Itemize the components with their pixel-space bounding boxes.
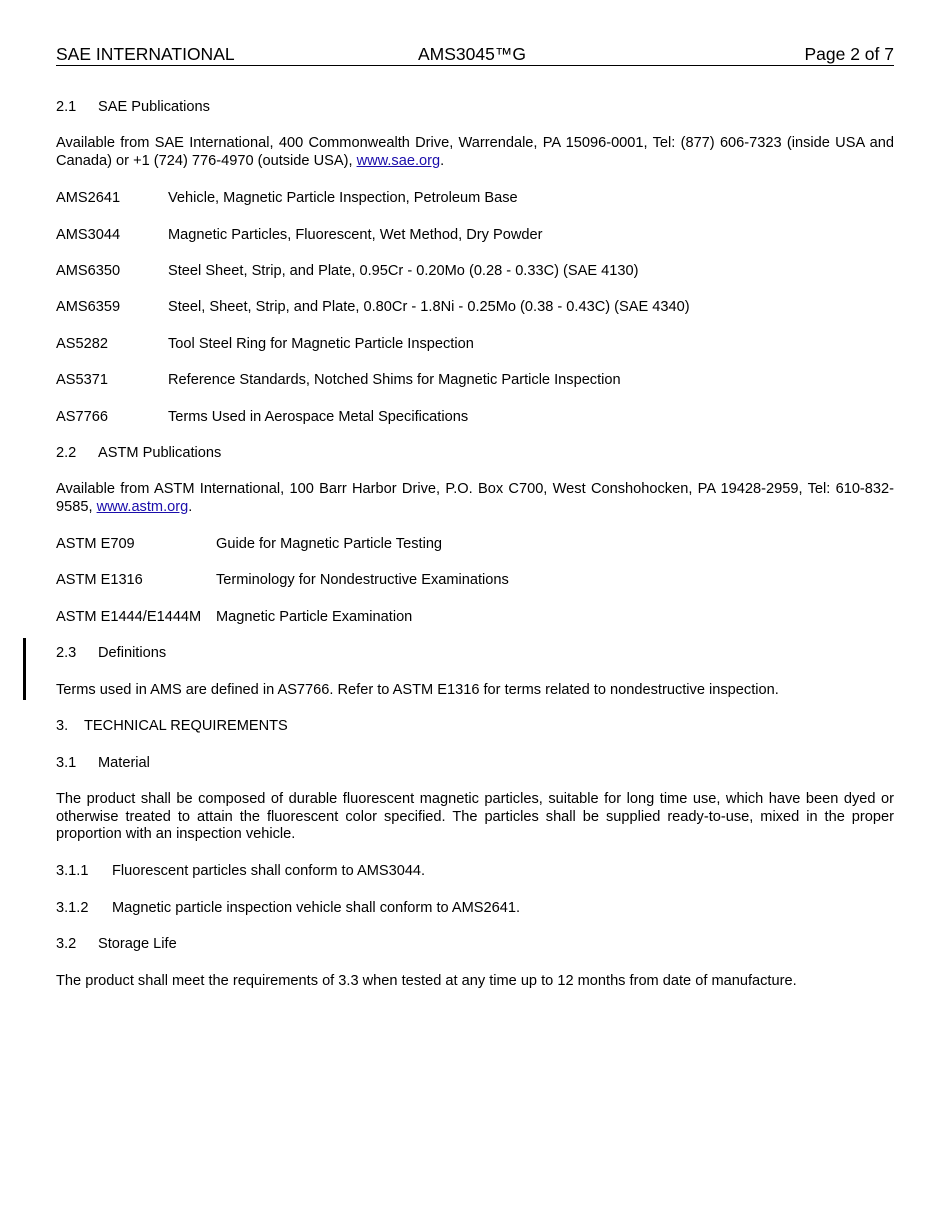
clause-3-1-1: 3.1.1 Fluorescent particles shall conform to AMS3044. bbox=[56, 863, 426, 879]
heading-3-2: 3.2 Storage Life bbox=[56, 936, 177, 952]
heading-3-1: 3.1 Material bbox=[56, 755, 150, 771]
storage-life-text: The product shall meet the requirements of 3.3 when tested at any time up to 12 months from date of manufacture. bbox=[56, 973, 797, 989]
clause-3-1-2: 3.1.2 Magnetic particle inspection vehicle shall conform to AMS2641. bbox=[56, 900, 521, 916]
material-text: The product shall be composed of durable fluorescent magnetic particles, suitable for long time use, which have been dyed or otherwise treated to attain the fluorescent color specified. The particles shall be supplied ready-to-use, mixed in the proper proportion with an inspection vehicle. bbox=[56, 791, 894, 842]
heading-2-1: 2.1 SAE Publications bbox=[56, 99, 210, 115]
sae-availability: Available from SAE International, 400 Commonwealth Drive, Warrendale, PA 15096-0001, Tel: (877) 606-7323 (inside USA and Canada) or +1 (724) 776-4970 (outside USA), www.sae.org. bbox=[56, 135, 894, 169]
header-doc-id: AMS3045™G bbox=[418, 44, 526, 64]
sae-link[interactable]: www.sae.org bbox=[356, 152, 441, 169]
heading-3: 3. TECHNICAL REQUIREMENTS bbox=[56, 718, 288, 734]
astm-link[interactable]: www.astm.org bbox=[96, 498, 189, 515]
definitions-text: Terms used in AMS are defined in AS7766. Refer to ASTM E1316 for terms related to nondestructive inspection. bbox=[56, 682, 779, 698]
heading-2-2: 2.2 ASTM Publications bbox=[56, 445, 222, 461]
heading-2-3: 2.3 Definitions bbox=[56, 645, 167, 661]
page-header bbox=[56, 44, 894, 66]
header-page-number: Page 2 of 7 bbox=[804, 44, 894, 64]
revision-change-bar bbox=[23, 638, 26, 700]
astm-availability: Available from ASTM International, 100 Barr Harbor Drive, P.O. Box C700, West Conshohocken, PA 19428-2959, Tel: 610-832-9585, www.astm.org. bbox=[56, 481, 894, 515]
header-org: SAE INTERNATIONAL bbox=[56, 44, 235, 64]
